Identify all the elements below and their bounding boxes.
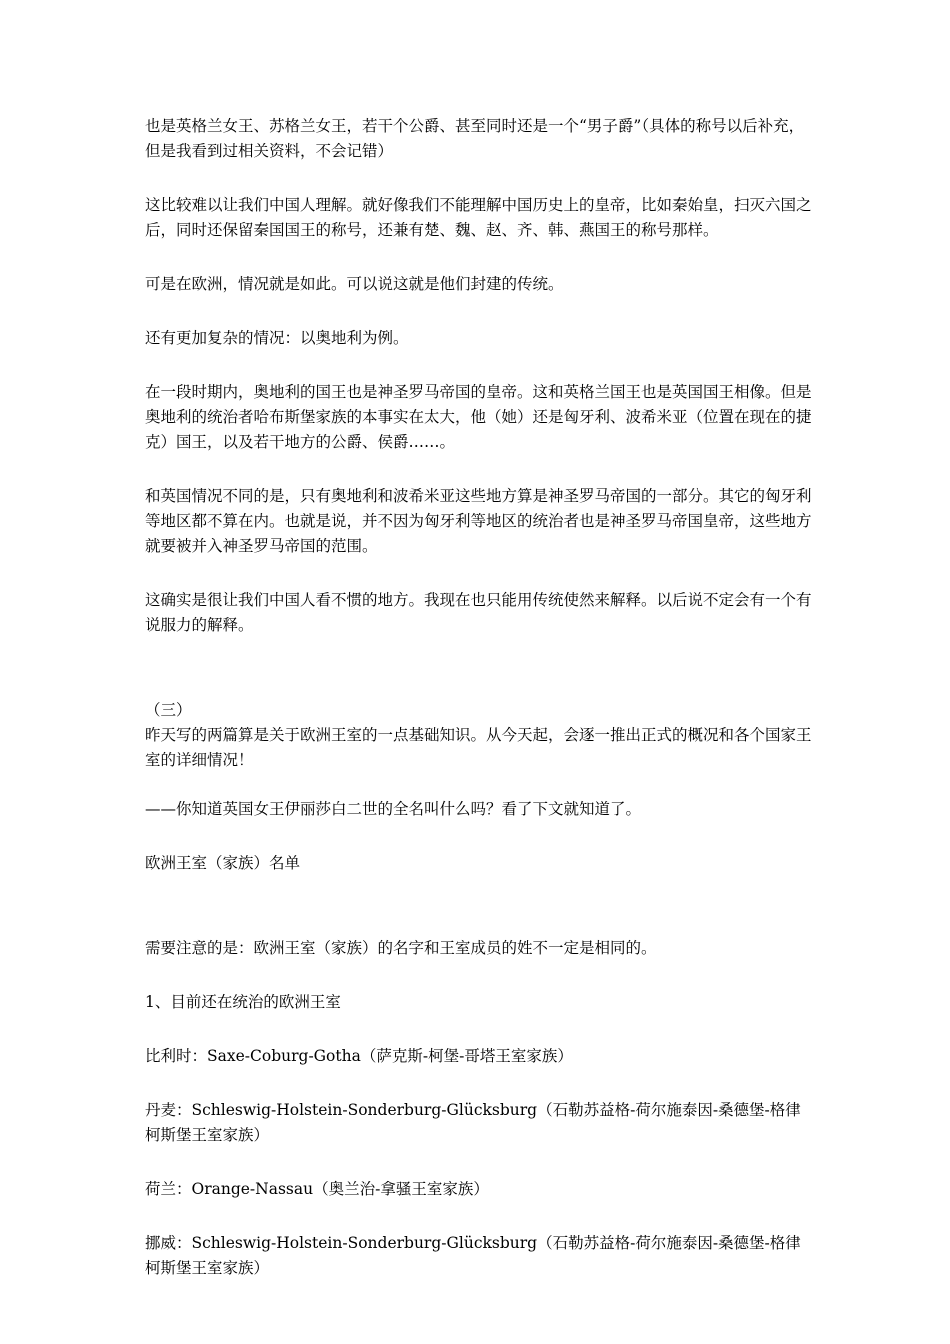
list-item: 荷兰：Orange-Nassau（奥兰治-拿骚王室家族） (145, 1180, 489, 1198)
paragraph-7: 这确实是很让我们中国人看不惯的地方。我现在也只能用传统使然来解释。以后说不定会有一个有说服力的解释。 (145, 591, 812, 634)
subsection-title: 1、目前还在统治的欧洲王室 (145, 993, 341, 1011)
section-teaser: ——你知道英国女王伊丽莎白二世的全名叫什么吗？看了下文就知道了。 (145, 800, 642, 818)
paragraph-6: 和英国情况不同的是，只有奥地利和波希米亚这些地方算是神圣罗马帝国的一部分。其它的匈牙利等地区都不算在内。也就是说，并不因为匈牙利等地区的统治者也是神圣罗马帝国皇帝，这些地方就要被并入神圣罗马帝国的范围。 (145, 487, 812, 555)
paragraph-4: 还有更加复杂的情况：以奥地利为例。 (145, 329, 409, 347)
document-page (145, 114, 815, 1281)
paragraph-1: 也是英格兰女王、苏格兰女王，若干个公爵、甚至同时还是一个“男子爵”（具体的称号以后补充，但是我看到过相关资料，不会记错） (145, 117, 805, 160)
list-item: 比利时：Saxe-Coburg-Gotha（萨克斯-柯堡-哥塔王室家族） (145, 1047, 573, 1065)
paragraph-2: 这比较难以让我们中国人理解。就好像我们不能理解中国历史上的皇帝，比如秦始皇，扫灭六国之后，同时还保留秦国国王的称号，还兼有楚、魏、赵、齐、韩、燕国王的称号那样。 (145, 196, 812, 239)
list-title: 欧洲王室（家族）名单 (145, 854, 301, 872)
paragraph-5: 在一段时期内，奥地利的国王也是神圣罗马帝国的皇帝。这和英格兰国王也是英国国王相像。但是奥地利的统治者哈布斯堡家族的本事实在太大，他（她）还是匈牙利、波希米亚（位置在现在的捷克）国王，以及若干地方的公爵、侯爵……。 (145, 383, 812, 451)
section-note: 需要注意的是：欧洲王室（家族）的名字和王室成员的姓不一定是相同的。 (145, 939, 657, 957)
list-item: 丹麦：Schleswig-Holstein-Sonderburg-Glücksburg（石勒苏益格-荷尔施泰因-桑德堡-格律柯斯堡王室家族） (145, 1101, 801, 1144)
section-heading: （三） (145, 701, 192, 719)
list-item: 挪威：Schleswig-Holstein-Sonderburg-Glücksburg（石勒苏益格-荷尔施泰因-桑德堡-格律柯斯堡王室家族） (145, 1234, 801, 1277)
section-intro: 昨天写的两篇算是关于欧洲王室的一点基础知识。从今天起，会逐一推出正式的概况和各个国家王室的详细情况！ (145, 726, 812, 769)
paragraph-3: 可是在欧洲，情况就是如此。可以说这就是他们封建的传统。 (145, 275, 564, 293)
